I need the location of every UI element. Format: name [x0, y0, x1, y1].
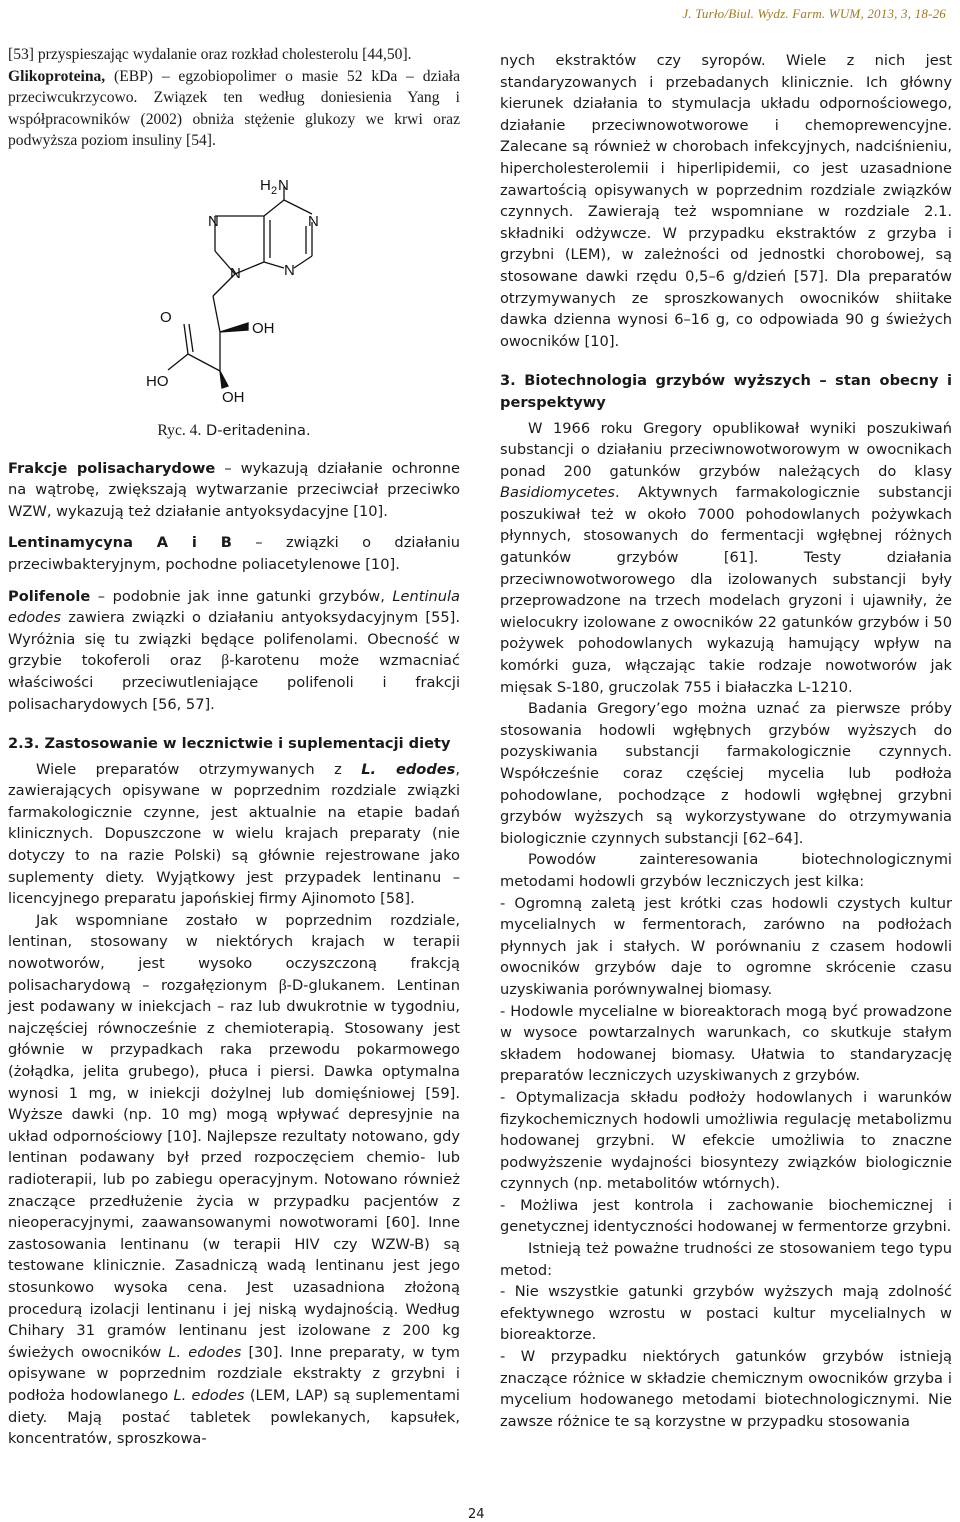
species-abbrev — [361, 761, 455, 778]
atom-h2n-n: N — [278, 176, 289, 194]
lentinan-text-d: (LEM, LAP) są suplementami diety. Mają postać tabletek powlekanych, kapsułek, koncentratów, sproszkowa- — [8, 1386, 460, 1448]
caption-label: Ryc. 4. — [157, 421, 202, 439]
lentinan-text-a: Jak wspomniane zostało w poprzednim rozdziale, lentinan, stosowany w niektórych krajach w terapii nowotworów, jest wysoko oczyszczoną frakcją polisacharydową – rozgałęzionym — [8, 911, 460, 994]
right-paragraph-gregory — [500, 418, 952, 699]
bullet-3: - Optymalizacja składu podłoży hodowlanych i warunków fizykochemicznych hodowli umożliwia regulację metabolizmu hodowanej grzybni. W efekcie umożliwia to znaczne podwyższenie wydajności biosyntezy związków biologicznie czynnych (np. metabolitów wtórnych). — [500, 1088, 952, 1193]
bond-choh-cooh — [188, 354, 220, 371]
gregory-text-a: W 1966 roku Gregory opublikował wyniki poszukiwań substancji o działaniu przeciwnowotworowym w owocnikach ponad 200 gatunków grzybów należących do klasy — [500, 419, 952, 480]
species-abbrev-2: L. edodes — [168, 1343, 242, 1361]
term-polysaccharide-fractions: Frakcje polisacharydowe — [8, 459, 216, 477]
journal-header: J. Turło/Biul. Wydz. Farm. WUM, 2013, 3, 18-26 — [682, 6, 946, 21]
right-paragraph-reasons: Powodów zainteresowania biotechnologicznymi metodami hodowli grzybów leczniczych jest kilka: — [500, 851, 952, 890]
bond-n3-c4 — [264, 262, 284, 268]
left-paragraph-polyphenols — [8, 586, 460, 716]
atom-h2n-h: H — [260, 176, 271, 194]
bond-c-o — [184, 324, 188, 354]
gregory-text-b: . Aktywnych farmakologicznie substancji poszukiwał też w około 7000 pohodowlanych pożywkach płynnych, stosowanych do fermentacji wgłębnej różnych gatunków grzybów [61]. Testy działania przeciwnowotworowego dla izolowanych substancji były przeprowadzone na trzech modelach gryzoni i ujawniły, że wielocukry izolowane z owocników 22 gatunków grzybów i 50 pożywek pohodowlanych wykazują hamujący wpływ na komórki guza, włączając takie rodzaje nowotworów jak mięsak S-180, gruczolak 755 i białaczka L-1210. — [500, 484, 952, 696]
figure-caption — [8, 420, 460, 442]
lentinan-text-b: -D-glukanem. Lentinan jest podawany w iniekcjach – raz lub dwukrotnie w tygodniu, najczęściej równocześnie z chemioterapią. Stosowany jest głównie w przypadkach raka przewodu pokarmowego (żołądka, jelita grubego), płuca i piersi. Dawka optymalna wynosi 1 mg, w iniekcji dożylnej lub domięśniowej [59]. Wyższe dawki (np. 10 mg) mogą wpływać depresyjnie na układ odpornościowy [10]. Najlepsze rezultaty notowano, gdy lentinan podawany był przed rozpoczęciem chemio- lub radioterapii, lub po zabiegu operacyjnym. Notowano również znaczące przedłużenie życia w przypadku pacjentów z nieoperacyjnymi, zaawansowanymi nowotworami [60]. Inne zastosowania lentinanu (w terapii HIV czy WZW-B) są testowane klinicznie. Zasadniczą wadą lentinanu jest jego stosunkowo wysoka cena. Jest uzasadniona złożoną procedurą izolacji lentinanu i jej niską wydajnością. Według Chihary 31 gramów lentinanu jest izolowane z 200 kg świeżych owocników — [8, 976, 460, 1361]
bond-c6-n1 — [284, 200, 312, 214]
class-name: Basidiomycetes — [500, 484, 616, 502]
preparations-text-a: Wiele preparatów otrzymywanych z — [36, 760, 362, 778]
chemical-structure-figure — [8, 156, 460, 418]
beta-symbol: β — [221, 652, 230, 670]
bond-c-o-double — [189, 324, 193, 352]
left-paragraph-1: [53] przyspieszając wydalanie oraz rozkład cholesterolu [44,50]. — [8, 46, 412, 63]
wedge-bond-upper — [220, 323, 248, 332]
bond-ch2-choh — [213, 296, 220, 332]
polyphenols-text-a: – podobnie jak inne gatunki grzybów, — [90, 587, 393, 605]
glycoprotein-text: (EBP) – egzobiopolimer o masie 52 kDa – działa przeciwcukrzycowo. Związek ten według doniesienia Yang i współpracowników (2002) obniża stężenie glukozy we krwi oraz podwyższa poziom insuliny [54]. — [8, 67, 460, 150]
section-title-3: 3. Biotechnologia grzybów wyższych – stan obecny i perspektywy — [500, 372, 952, 411]
caption-text: D-eritadenina. — [201, 421, 311, 439]
bond-c2-n3 — [294, 256, 312, 268]
left-paragraph-lentinan — [8, 910, 460, 1450]
page-number: 24 — [468, 1507, 485, 1522]
section-title-2-3: 2.3. Zastosowanie w lecznictwie i suplementacji diety — [8, 735, 451, 753]
bullet-1: - Ogromną zaletą jest krótki czas hodowli czystych kultur mycelialnych w fermentorach, zarówno na podłożach płynnych jak i stałych. W porównaniu z czasem hodowli owocników grzybów daje to ogromne skrócenie czasu uzyskiwania porównywalnej biomasy. — [500, 894, 952, 998]
bullet-6: - W przypadku niektórych gatunków grzybów istnieją znaczące różnice w składzie chemicznym owocników grzyba i mycelium hodowanego metodami biotechnologicznymi. Nie zawsze różnice te są korzystne w przypadku stosowania — [500, 1348, 952, 1430]
species-abbrev-italic: L. edodes — [361, 760, 456, 778]
atom-n7: N — [208, 212, 219, 230]
beta-symbol-2: β — [278, 976, 287, 994]
lentinan-text-c: [30]. Inne preparaty, w tym opisywane w poprzednim rozdziale ekstrakty z grzybni i podłoża hodowlanego — [8, 1343, 460, 1404]
left-paragraph-preparations — [8, 759, 460, 910]
atom-ho: HO — [146, 372, 169, 390]
left-paragraph-glycoprotein — [8, 66, 460, 152]
left-column — [8, 44, 460, 1450]
term-lentinamycin: Lentinamycyna A i B — [8, 534, 232, 552]
preparations-text-b: , zawierających opisywane w poprzednim rozdziale związki farmakologicznie czynne, jest aktualnie na etapie badań klinicznych. Dopuszczone w wielu krajach preparaty (nie dotyczy to na razie Polski) są głównie rejestrowane jako suplementy diety. Wyjątkowy jest przypadek lentinanu – licencyjnego preparatu japońskiej firmy Ajinomoto [58]. — [8, 760, 460, 908]
d-eritadenine-structure — [8, 156, 460, 418]
atom-o-carbonyl: O — [160, 308, 172, 326]
atom-n1: N — [308, 212, 319, 230]
wedge-bond-lower — [220, 371, 228, 388]
right-paragraph-1: nych ekstraktów czy syropów. Wiele z nich jest standaryzowanych i przebadanych klinicznie. Ich główny kierunek działania to stymulacja układu odpornościowego, działanie przeciwnowotworowe i chemoprewencyjne. Zalecane są również w chorobach infekcyjnych, nadciśnieniu, hipercholesterolemii i hiperlipidemii, co jest uzasadnione zawartością opisywanych w poprzednim rozdziale związków czynnych. Zawierają też wspomniane w rozdziale 2.1. składniki odżywcze. W przypadku ekstraktów z grzyba i grzybni (LEM), w zależności od jednostki chorobowej, są stosowane dawki rzędu 0,5–6 g/dzień [57]. Dla preparatów otrzymywanych ze sproszkowanych owocników shiitake dawka dzienna wynosi 6–16 g, co odpowiada 90 g świeżych owocników [10]. — [500, 52, 952, 350]
polyphenols-text-b: zawiera związki o działaniu antyoksydacyjnym [55]. Wyróżnia się tu związki będące polifenolami. Obecność w grzybie tokoferoli oraz — [8, 609, 460, 670]
atom-n3: N — [284, 261, 295, 279]
right-paragraph-difficulties: Istnieją też poważne trudności ze stosowaniem tego typu metod: — [500, 1240, 952, 1279]
lentinamycin-text: – związki o działaniu przeciwbakteryjnym, pochodne poliacetylenowe [10]. — [8, 534, 460, 573]
bond-c5-c6 — [264, 200, 284, 216]
bond-c-ho — [168, 354, 188, 370]
term-glycoprotein: Glikoproteina, — [8, 67, 106, 85]
bullet-5: - Nie wszystkie gatunki grzybów wyższych mają zdolność efektywnego wzrostu w postaci kultur mycelialnych w bioreaktorze. — [500, 1283, 952, 1344]
term-polyphenols: Polifenole — [8, 587, 91, 605]
bullet-4: - Możliwa jest kontrola i zachowanie biochemicznej i genetycznej identyczności hodowanej w fermentorze grzybni. — [500, 1196, 952, 1236]
species-name: Lentinula edodes — [8, 587, 460, 627]
atom-h2n-subscript: 2 — [271, 184, 278, 197]
atom-oh-upper: OH — [252, 319, 275, 337]
polyphenols-text-c: -karotenu może wzmacniać właściwości przeciwutleniające polifenoli i frakcji polisacharydowych [56, 57]. — [8, 652, 460, 713]
right-paragraph-research: Badania Gregory’ego można uznać za pierwsze próby stosowania hodowli wgłębnych grzybów wyższych do pozyskiwania substancji farmakologicznie czynnych. Współcześnie coraz częściej mycelia lub podłoża pohodowlane, pochodzące z hodowli wgłębnej grzybni grzybów wyższych są wykorzystywane do otrzymywania biologicznie czynnych substancji [62–64]. — [500, 700, 952, 847]
atom-oh-lower: OH — [222, 388, 245, 406]
left-paragraph-polysaccharides — [8, 458, 460, 523]
bullet-2: - Hodowle mycelialne w bioreaktorach mogą być prowadzone w wysoce powtarzalnych warunkach, co skutkuje stałym składem hodowanej biomasy. Ułatwia to standaryzację preparatów leczniczych uzyskiwanych z grzybów. — [500, 1002, 952, 1085]
species-abbrev-3: L. edodes — [173, 1386, 245, 1404]
atom-n9: N — [230, 264, 241, 282]
polysaccharides-text: – wykazują działanie ochronne na wątrobę, zwiększają wytwarzanie przeciwciał przeciwko WZW, wykazują też działanie antyoksydacyjne [10]. — [8, 459, 460, 520]
left-paragraph-lentinamycin — [8, 532, 460, 575]
right-column — [500, 50, 952, 1432]
